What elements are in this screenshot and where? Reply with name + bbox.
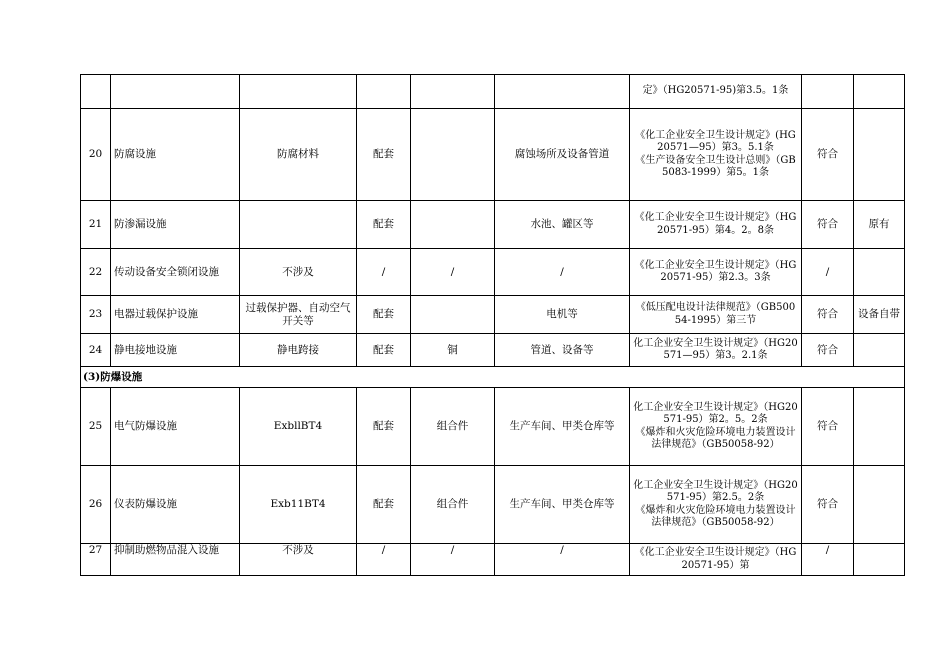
facility-location: 水池、罐区等 [495,201,630,249]
facility-result: 符合 [802,201,854,249]
facility-spec: / [411,249,495,296]
facility-name [111,75,240,109]
facility-name: 电气防爆设施 [111,388,240,466]
facility-name: 防腐设施 [111,109,240,201]
facility-standard [630,296,802,334]
facility-material: ExbllBT4 [240,388,357,466]
facility-name: 电器过载保护设施 [111,296,240,334]
facility-status: 配套 [357,334,411,367]
facility-note [854,334,905,367]
facility-note: 原有 [854,201,905,249]
facility-result: / [802,249,854,296]
standard-text: 《化工企业安全卫生设计规定》（HG20571-95）第4。2。8条 [634,212,797,236]
facility-location: 腐蚀场所及设备管道 [495,109,630,201]
facility-material: 不涉及 [240,249,357,296]
facility-result: 符合 [802,388,854,466]
facility-material: 防腐材料 [240,109,357,201]
facility-spec: 组合件 [411,388,495,466]
facility-location: / [495,249,630,296]
standard-text: 化工企业安全卫生设计规定》（HG20571-95）第2。5。2条 [633,401,798,425]
facility-status: 配套 [357,201,411,249]
facility-standard [630,109,802,201]
facility-status: / [357,544,411,576]
facility-name: 防渗漏设施 [111,201,240,249]
facility-name: 静电接地设施 [111,334,240,367]
facility-location: 管道、设备等 [495,334,630,367]
facility-standard [630,75,802,109]
standard-text: 《化工企业安全卫生设计规定》(HG20571—95）第3。5.1条 [635,129,796,153]
standard-text: 《化工企业安全卫生设计规定》（HG20571-95）第 [634,547,797,571]
standard-text: 《化工企业安全卫生设计规定》（HG20571-95）第2.3。3条 [634,259,797,283]
facility-result: 符合 [802,466,854,544]
facility-material [240,75,357,109]
facility-note [854,544,905,576]
facility-spec [411,201,495,249]
facility-location: / [495,544,630,576]
facility-note [854,75,905,109]
facility-spec: 组合件 [411,466,495,544]
facility-result: / [802,544,854,576]
facility-note: 设备自带 [854,296,905,334]
facility-note [854,249,905,296]
facility-note [854,388,905,466]
facility-standard [630,201,802,249]
table-row [81,249,905,296]
table-row [81,466,905,544]
table-row [81,544,905,576]
facility-material: 静电跨接 [240,334,357,367]
facility-result: 符合 [802,109,854,201]
facility-table [80,74,905,576]
facility-spec [411,296,495,334]
facility-material: 过载保护器、自动空气开关等 [240,296,357,334]
standard-text: 《低压配电设计法律规范》（GB50054-1995）第三节 [635,302,796,326]
table-row [81,201,905,249]
row-number: 20 [81,109,111,201]
table-row [81,388,905,466]
facility-location: 电机等 [495,296,630,334]
standard-text: 化工企业安全卫生设计规定》（HG20571-95）第2.5。2条 [633,479,798,503]
row-number: 23 [81,296,111,334]
section-title: (3)防爆设施 [81,367,905,388]
facility-status [357,75,411,109]
facility-status: / [357,249,411,296]
row-number: 22 [81,249,111,296]
facility-material: Exb11BT4 [240,466,357,544]
facility-result: 符合 [802,334,854,367]
row-number: 26 [81,466,111,544]
facility-location: 生产车间、甲类仓库等 [495,466,630,544]
facility-standard [630,466,802,544]
facility-name: 仪表防爆设施 [111,466,240,544]
facility-spec [411,109,495,201]
standard-text: 《爆炸和火灾危险环境电力装置设计法律规范》（GB50058-92） [635,426,796,450]
standard-text: 定》（HG20571-95)第3.5。1条 [642,85,789,97]
facility-name: 传动设备安全锁闭设施 [111,249,240,296]
facility-location [495,75,630,109]
standard-text: 《爆炸和火灾危险环境电力装置设计法律规范》（GB50058-92） [635,504,796,528]
facility-spec: / [411,544,495,576]
row-number: 21 [81,201,111,249]
table-row [81,296,905,334]
facility-spec [411,75,495,109]
facility-note [854,466,905,544]
facility-standard [630,334,802,367]
facility-location: 生产车间、甲类仓库等 [495,388,630,466]
facility-material [240,201,357,249]
facility-standard [630,544,802,576]
facility-material: 不涉及 [240,544,357,576]
facility-status: 配套 [357,296,411,334]
standard-text: 《生产设备安全卫生设计总则》（GB5083-1999）第5。1条 [635,154,796,178]
facility-result [802,75,854,109]
table-row [81,109,905,201]
table-row [81,75,905,109]
row-number [81,75,111,109]
row-number: 25 [81,388,111,466]
facility-standard [630,388,802,466]
facility-name: 抑制助燃物品混入设施 [111,544,240,576]
table-row [81,334,905,367]
row-number: 27 [81,544,111,576]
facility-standard [630,249,802,296]
facility-spec: 铜 [411,334,495,367]
section-row [81,367,905,388]
standard-text: 化工企业安全卫生设计规定》（HG20571—95）第3。2.1条 [633,337,798,361]
facility-status: 配套 [357,109,411,201]
facility-status: 配套 [357,466,411,544]
facility-note [854,109,905,201]
row-number: 24 [81,334,111,367]
facility-status: 配套 [357,388,411,466]
facility-result: 符合 [802,296,854,334]
